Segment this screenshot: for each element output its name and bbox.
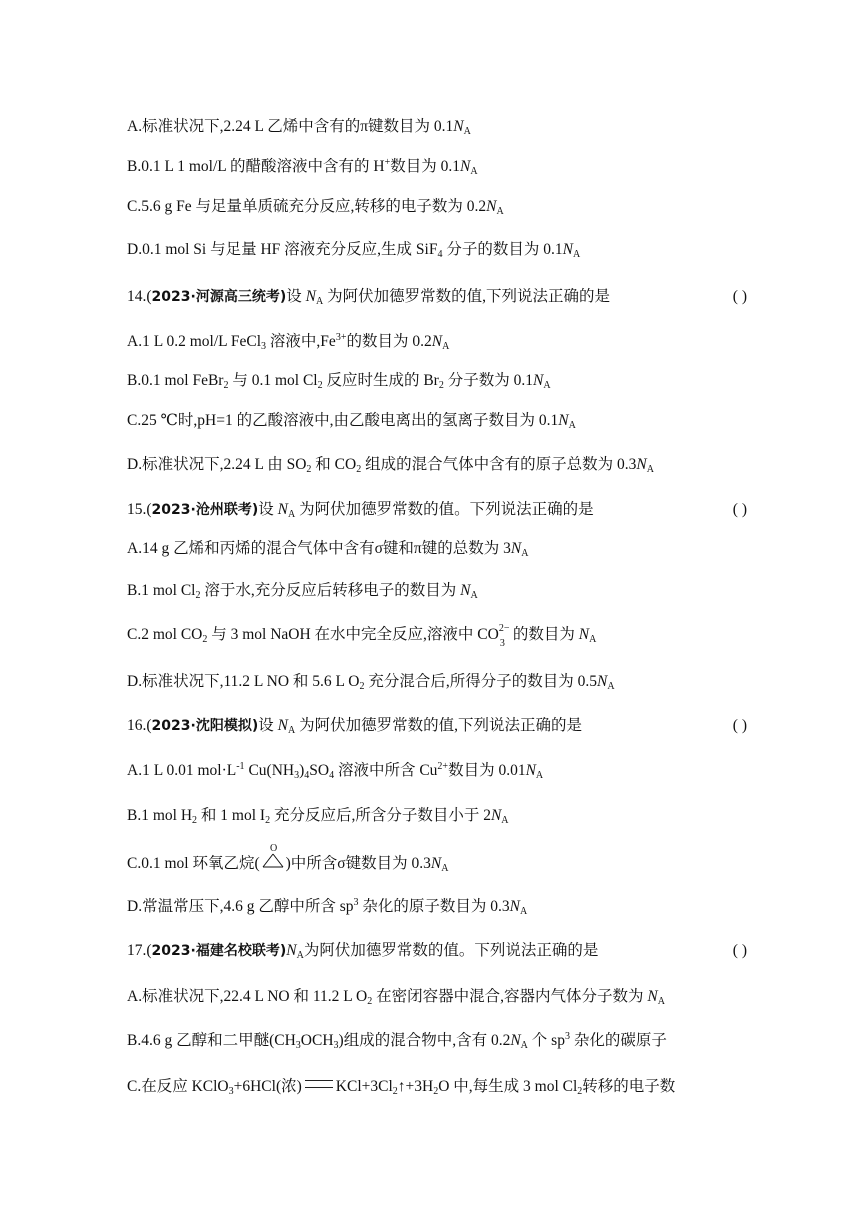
q16-option-a: A.1 L 0.01 $mol\cdot L^{-1}$ $Cu(NH_3)_4SO_4$ 溶液中所含 $Cu^{2+}$数目为 $0.01N_A$: [127, 761, 544, 781]
q17-option-c: C.在反应 KClO$_3$+6HCl(浓) $KCl+3Cl_2↑+3H_2O$ 中,每生成 3 mol $Cl_2$转移的电子数: [127, 1078, 676, 1097]
q15-option-b: B.1 mol $Cl_2$ 溶于水,充分反应后转移电子的数目为 $N_A$: [127, 582, 478, 601]
q16-option-d: D.常温常压下,4.6 g 乙醇中所含 $sp^3$ 杂化的原子数目为 $0.3N_A$: [127, 897, 528, 917]
q15-option-c: C.2 mol $CO_2$ 与 3 mol NaOH 在水中完全反应,溶液中 CO 2− 3 的数目为 $N_A$: [127, 623, 597, 649]
q16-answer-bracket: ( ): [732, 717, 747, 734]
q14-option-a: A.1 L 0.2 mol/L FeCl$_3$ 溶液中$,Fe^{3+}$的数目为 $0.2N_A$: [127, 332, 450, 352]
q15-source: 2023·沧州联考): [151, 502, 259, 518]
q14-answer-bracket: ( ): [732, 288, 747, 305]
q15-stem: 15.(2023·沧州联考)设 $N_A$ 为阿伏加德罗常数的值。下列说法正确的是 ( ): [127, 501, 747, 520]
q17-stem: 17.(2023·福建名校联考)$N_A$为阿伏加德罗常数的值。下列说法正确的是 ( ): [127, 942, 747, 961]
q13-option-d: D.0.1 mol Si 与足量 HF 溶液充分反应,生成 SiF$_4$ 分子的数目为 $0.1N_A$: [127, 241, 581, 260]
q16-option-b: B.1 mol $H_2$ 和 1 mol $I_2$ 充分反应后,所含分子数目小于 $2N_A$: [127, 807, 509, 826]
q17-answer-bracket: ( ): [732, 942, 747, 959]
q14-source: 2023·河源高三统考): [151, 289, 287, 305]
q13-option-b: B.0.1 L 1 mol/L 的醋酸溶液中含有的 H+数目为 $0.1N_A$: [127, 157, 478, 177]
svg-text:O: O: [269, 843, 277, 854]
q14-option-d: D.标准状况下,2.24 L 由 $SO_2$ 和 $CO_2$ 组成的混合气体中含有的原子总数为 $0.3N_A$: [127, 456, 654, 475]
q13-option-c: C.5.6 g Fe 与足量单质硫充分反应,转移的电子数为 $0.2N_A$: [127, 198, 504, 217]
q15-option-a: A.14 g 乙烯和丙烯的混合气体中含有σ键和π键的总数为 $3N_A$: [127, 540, 529, 559]
q15-option-d: D.标准状况下,11.2 L NO 和 5.6 L $O_2$ 充分混合后,所得分子的数目为 $0.5N_A$: [127, 673, 615, 692]
q16-source: 2023·沈阳模拟): [151, 718, 259, 734]
q16-option-c: C.0.1 mol 环氧乙烷( O )中所含σ键数目为 $0.3N_A$: [127, 843, 449, 874]
carbonate-charge: 2− 3: [498, 623, 510, 649]
q14-stem: 14.(2023·河源高三统考)设 $N_A$ 为阿伏加德罗常数的值,下列说法正确的是 ( ): [127, 288, 747, 307]
q14-option-b: B.0.1 mol FeBr$_2$ 与 0.1 mol $Cl_2$ 反应时生成的 $Br_2$ 分子数为 $0.1N_A$: [127, 372, 551, 391]
q17-source: 2023·福建名校联考): [151, 943, 287, 959]
q15-answer-bracket: ( ): [732, 501, 747, 518]
q17-option-a: A.标准状况下,22.4 L NO 和 11.2 L $O_2$ 在密闭容器中混合,容器内气体分子数为 $N_A$: [127, 988, 665, 1007]
q13-option-a: A.标准状况下,2.24 L 乙烯中含有的π键数目为 $0.1N_A$: [127, 118, 471, 137]
q16-stem: 16.(2023·沈阳模拟)设 $N_A$ 为阿伏加德罗常数的值,下列说法正确的是 ( ): [127, 717, 747, 736]
equilibrium-sign: [305, 1080, 333, 1088]
epoxide-ring-icon: [260, 843, 286, 870]
q14-option-c: C.25 ℃时,pH=1 的乙酸溶液中,由乙酸电离出的氢离子数目为 $0.1N_A$: [127, 412, 576, 431]
q17-option-b: B.4.6 g 乙醇和二甲醚$(CH_3OCH_3)$组成的混合物中,含有 $0.2N_A$ 个 $sp^3$ 杂化的碳原子: [127, 1031, 667, 1051]
